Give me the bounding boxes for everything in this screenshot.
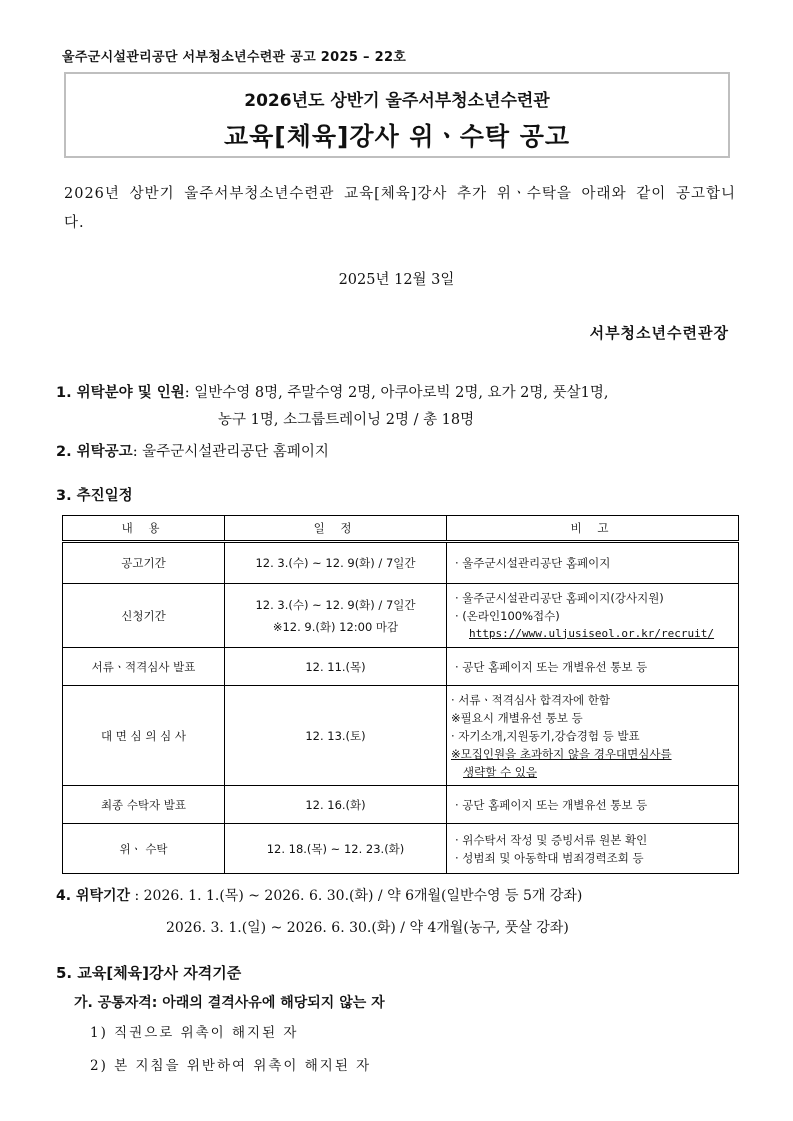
table-row <box>63 824 739 874</box>
section-5-item-2: 2) 본 지침을 위반하여 위촉이 해지된 자 <box>90 1058 372 1074</box>
section-4-line1: : 2026. 1. 1.(목) ~ 2026. 6. 30.(화) / 약 6개월(일반수영 등 5개 강좌) <box>134 888 583 904</box>
section-1-label: 1. 위탁분야 및 인원 <box>56 385 185 401</box>
row-notes <box>447 824 739 874</box>
section-1-line2: 농구 1명, 소그룹트레이닝 2명 / 총 18명 <box>218 412 475 428</box>
intro-text: 2026년 상반기 울주서부청소년수련관 교육[체육]강사 추가 위ㆍ수탁을 아래와 같이 공고합니다. <box>64 186 736 231</box>
note-line: · 위수탁서 작성 및 증빙서류 원본 확인 <box>455 832 648 847</box>
note-line: ※필요시 개별유선 통보 등 <box>451 710 583 725</box>
row-content: 서류ㆍ적격심사 발표 <box>63 648 225 686</box>
row-schedule: 12. 11.(목) <box>225 648 447 686</box>
row-schedule <box>225 584 447 648</box>
section-4-line2: 2026. 3. 1.(일) ~ 2026. 6. 30.(화) / 약 4개월(농구, 풋살 강좌) <box>166 920 569 936</box>
note-line: 생략할 수 있음 <box>463 764 537 779</box>
notice-date: 2025년 12월 3일 <box>338 272 455 288</box>
row-notes <box>447 584 739 648</box>
note-line: · (온라인100%접수) <box>455 608 560 623</box>
section-2 <box>56 440 329 461</box>
note-line: ※모집인원을 초과하지 않을 경우대면심사를 <box>451 746 672 761</box>
schedule-line: 12. 3.(수) ~ 12. 9(화) / 7일간 <box>255 597 416 612</box>
note-line: · 울주군시설관리공단 홈페이지(강사지원) <box>455 590 664 605</box>
section-5-sub-a: 가. 공통자격: 아래의 결격사유에 해당되지 않는 자 <box>74 995 385 1011</box>
row-notes <box>447 686 739 786</box>
table-row <box>63 648 739 686</box>
schedule-table <box>62 515 739 874</box>
row-schedule: 12. 3.(수) ~ 12. 9(화) / 7일간 <box>225 542 447 584</box>
recruit-link[interactable]: https://www.uljusiseol.or.kr/recruit/ <box>469 626 715 640</box>
row-content: 최종 수탁자 발표 <box>63 786 225 824</box>
section-4-label: 4. 위탁기간 <box>56 888 131 904</box>
note-line: · 자기소개,지원동기,강습경험 등 발표 <box>451 728 640 743</box>
note-line: · 서류ㆍ적격심사 합격자에 한함 <box>451 692 611 707</box>
row-schedule: 12. 16.(화) <box>225 786 447 824</box>
section-1 <box>56 380 609 434</box>
row-notes: · 울주군시설관리공단 홈페이지 <box>447 542 739 584</box>
notice-number: 울주군시설관리공단 서부청소년수련관 공고 2025 – 22호 <box>62 50 407 65</box>
row-content: 대 면 심 의 심 사 <box>63 686 225 786</box>
header-content: 내 용 <box>63 516 225 542</box>
table-row <box>63 542 739 584</box>
table-row <box>63 686 739 786</box>
schedule-line: ※12. 9.(화) 12:00 마감 <box>272 619 399 634</box>
section-3 <box>56 484 133 505</box>
section-2-text: : 울주군시설관리공단 홈페이지 <box>132 444 329 460</box>
row-content: 신청기간 <box>63 584 225 648</box>
table-row <box>63 786 739 824</box>
section-5-item-1: 1) 직권으로 위촉이 해지된 자 <box>90 1025 299 1041</box>
section-1-line1: : 일반수영 8명, 주말수영 2명, 아쿠아로빅 2명, 요가 2명, 풋살1명, <box>184 385 609 401</box>
row-content: 위ㆍ 수탁 <box>63 824 225 874</box>
row-notes: · 공단 홈페이지 또는 개별유선 통보 등 <box>447 786 739 824</box>
table-header-row <box>63 516 739 542</box>
title-subtitle: 2026년도 상반기 울주서부청소년수련관 <box>244 91 550 111</box>
section-3-label: 3. 추진일정 <box>56 488 133 504</box>
section-2-label: 2. 위탁공고 <box>56 444 133 460</box>
table-row <box>63 584 739 648</box>
section-5-label: 5. 교육[체육]강사 자격기준 <box>56 964 242 982</box>
header-notes: 비 고 <box>447 516 739 542</box>
note-line: · 성범죄 및 아동학대 범죄경력조회 등 <box>455 850 644 865</box>
signer: 서부청소년수련관장 <box>589 324 729 342</box>
row-notes: · 공단 홈페이지 또는 개별유선 통보 등 <box>447 648 739 686</box>
page-title: 교육[체육]강사 위ㆍ수탁 공고 <box>223 122 571 151</box>
row-content: 공고기간 <box>63 542 225 584</box>
header-schedule: 일 정 <box>225 516 447 542</box>
row-schedule: 12. 18.(목) ~ 12. 23.(화) <box>225 824 447 874</box>
section-4 <box>56 880 582 944</box>
title-box <box>64 72 730 158</box>
row-schedule: 12. 13.(토) <box>225 686 447 786</box>
